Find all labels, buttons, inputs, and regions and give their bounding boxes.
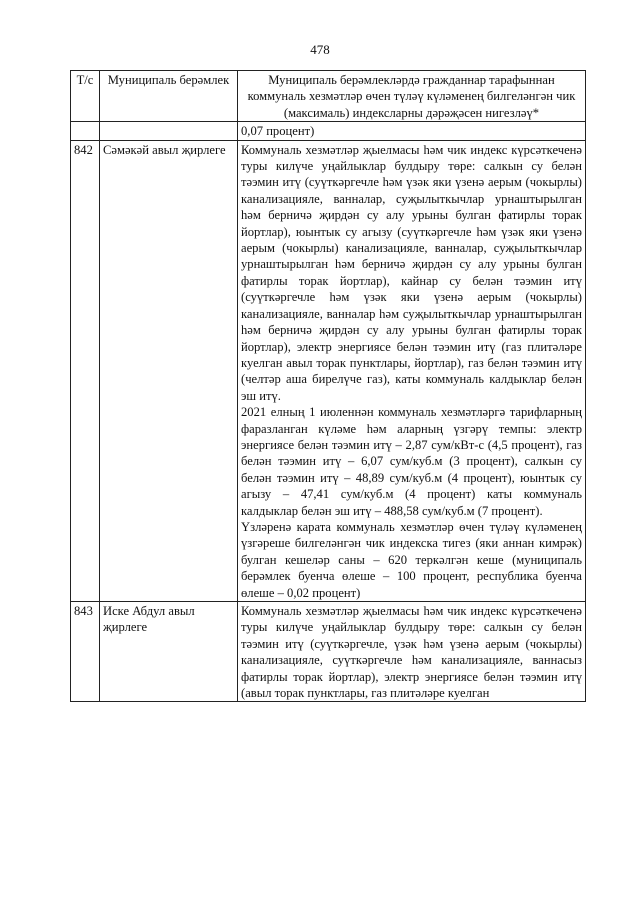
row-justification [238,602,586,702]
table-row [71,140,586,601]
row-municipality: Иске Абдул авыл җирлеге [100,602,238,702]
continuation-number-cell [71,122,100,140]
continuation-paragraph: 0,07 процент) [241,124,315,139]
row-paragraph: Үзләренә карата коммуналь хезмәтләр өчен түләү күләменең үзгәреше билгеләнгән чик индекска тигез (яки аннан кимрәк) булган кешеләр саны – 620 теркәлгән кеше (муниципаль берәмлек буенча өлеше – 100 процент, республика буенча өлеше – 0,02 процент) [241,519,582,600]
header-number: Т/с [71,71,100,122]
table-header-row [71,71,586,122]
document-table [70,70,586,702]
row-justification [238,140,586,601]
table-row [71,602,586,702]
header-justification: Муниципаль берәмлекләрдә гражданнар тарафыннан коммуналь хезмәтләр өчен түләү күләменең билгеләнгән чик (максималь) индексларны дәрәҗәсен нигезләү* [238,71,586,122]
row-number: 842 [71,140,100,601]
continuation-row [71,122,586,140]
row-paragraph: Коммуналь хезмәтләр җыелмасы һәм чик индекс күрсәткеченә туры килүче уңайлыклар булдыру төре: салкын су белән тәэмин итү (суүткәргечле һәм үзәк яки үзенә аерым (чокырлы) канализацияле, ванналар, суҗылыткычлар урнаштырылган һәм берничә җирдән су алу урыны булган фатирлы торак йортлар), юынтык су агызу (суүткәргечле һәм үзәк яки үзенә аерым (чокырлы) канализацияле, ванналар, суҗылыткычлар урнаштырылган һәм берничә җирдән су алу урыны булган фатирлы торак йортлар), кайнар су белән тәэмин итү (суүткәргечле һәм үзәк яки үзенә аерым (чокырлы) канализацияле, ванналар һәм суҗылыткычлар урнаштырылган һәм берничә җирдән су алу урыны булган фатирлы торак йортлар), электр энергиясе белән тәэмин итү (газ плитәләре куелган авыл торак пунктлары, йортлар), газ белән тәэмин итү (челтәр аша бирелүче газ), каты коммуналь калдыклар белән эш итү. [241,142,582,403]
page-number: 478 [310,42,330,57]
continuation-municipality-cell [100,122,238,140]
continuation-text [238,122,586,140]
row-municipality: Сәмәкәй авыл җирлеге [100,140,238,601]
row-paragraph: Коммуналь хезмәтләр җыелмасы һәм чик индекс күрсәткеченә туры килүче уңайлыклар булдыру төре: салкын су белән тәэмин итү (суүткәргечле, үзәк һәм үзенә аерым (чокырлы) канализацияле, суүткәргечле һәм канализацияле, ваннасыз фатирлы торак йортлар), электр энергиясе белән тәэмин итү (авыл торак пунктлары, газ плитәләре куелган [241,604,582,701]
row-paragraph: 2021 елның 1 июленнән коммуналь хезмәтләргә тарифларның фаразланган күләме һәм аларның үзгәрү темпы: электр энергиясе белән тәэмин итү – 2,87 сум/кВт-с (4,5 процент), газ белән тәэмин итү – 6,07 сум/куб.м (3 процент), салкын су белән тәэмин итү – 48,89 сум/куб.м (4 процент), юынтык су агызу – 47,41 сум/куб.м (4 процент) каты коммуналь калдыклар белән эш итү – 488,58 сум/куб.м (7 процент). [241,405,582,518]
row-number: 843 [71,602,100,702]
header-municipality: Муниципаль берәмлек [100,71,238,122]
